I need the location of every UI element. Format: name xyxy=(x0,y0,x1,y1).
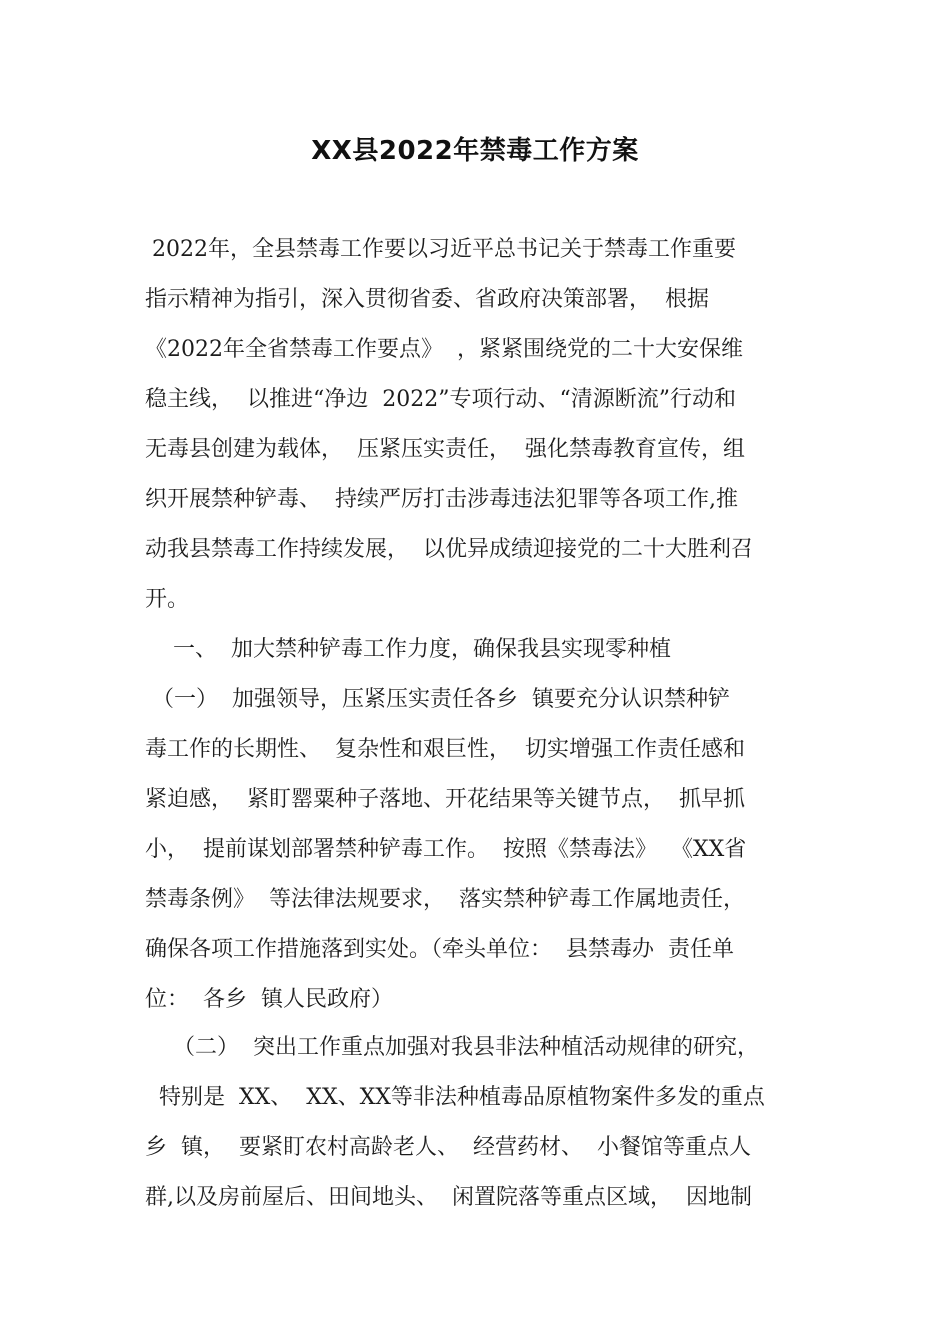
body-line: 小， 提前谋划部署禁种铲毒工作。 按照《禁毒法》 《XX省 xyxy=(145,837,747,862)
body-line: 确保各项工作措施落到实处。（牵头单位： 县禁毒办 责任单 xyxy=(145,937,734,962)
body-line: 乡 镇， 要紧盯农村高龄老人、 经营药材、 小餐馆等重点人 xyxy=(145,1135,751,1160)
body-line: 群,以及房前屋后、田间地头、 闲置院落等重点区域， 因地制 xyxy=(145,1185,752,1210)
body-line: 特别是 XX、 XX、XX等非法种植毒品原植物案件多发的重点 xyxy=(145,1085,765,1110)
body-line: 指示精神为指引，深入贯彻省委、省政府决策部署， 根据 xyxy=(145,287,709,312)
body-line: 《2022年全省禁毒工作要点》 ，紧紧围绕党的二十大安保维 xyxy=(145,337,743,362)
body-line: 2022年，全县禁毒工作要以习近平总书记关于禁毒工作重要 xyxy=(145,237,736,262)
body-line: 稳主线， 以推进“净边 2022”专项行动、“清源断流”行动和 xyxy=(145,387,736,412)
body-line: 紧迫感， 紧盯罂粟种子落地、开花结果等关键节点， 抓早抓 xyxy=(145,787,745,812)
body-line: （二） 突出工作重点加强对我县非法种植活动规律的研究， xyxy=(145,1035,759,1060)
body-line: 开。 xyxy=(145,587,190,612)
body-line: 毒工作的长期性、 复杂性和艰巨性， 切实增强工作责任感和 xyxy=(145,737,745,762)
section-heading: 一、 加大禁种铲毒工作力度，确保我县实现零种植 xyxy=(145,637,671,662)
body-line: 织开展禁种铲毒、 持续严厉打击涉毒违法犯罪等各项工作,推 xyxy=(145,487,738,512)
body-line: （一） 加强领导，压紧压实责任各乡 镇要充分认识禁种铲 xyxy=(145,687,730,712)
body-line: 禁毒条例》 等法律法规要求， 落实禁种铲毒工作属地责任， xyxy=(145,887,745,912)
body-line: 无毒县创建为载体， 压紧压实责任， 强化禁毒教育宣传，组 xyxy=(145,437,745,462)
body-line: 动我县禁毒工作持续发展， 以优异成绩迎接党的二十大胜利召 xyxy=(145,537,753,562)
body-line: 位： 各乡 镇人民政府） xyxy=(145,987,393,1012)
document-title: XX县2022年禁毒工作方案 xyxy=(311,136,639,166)
